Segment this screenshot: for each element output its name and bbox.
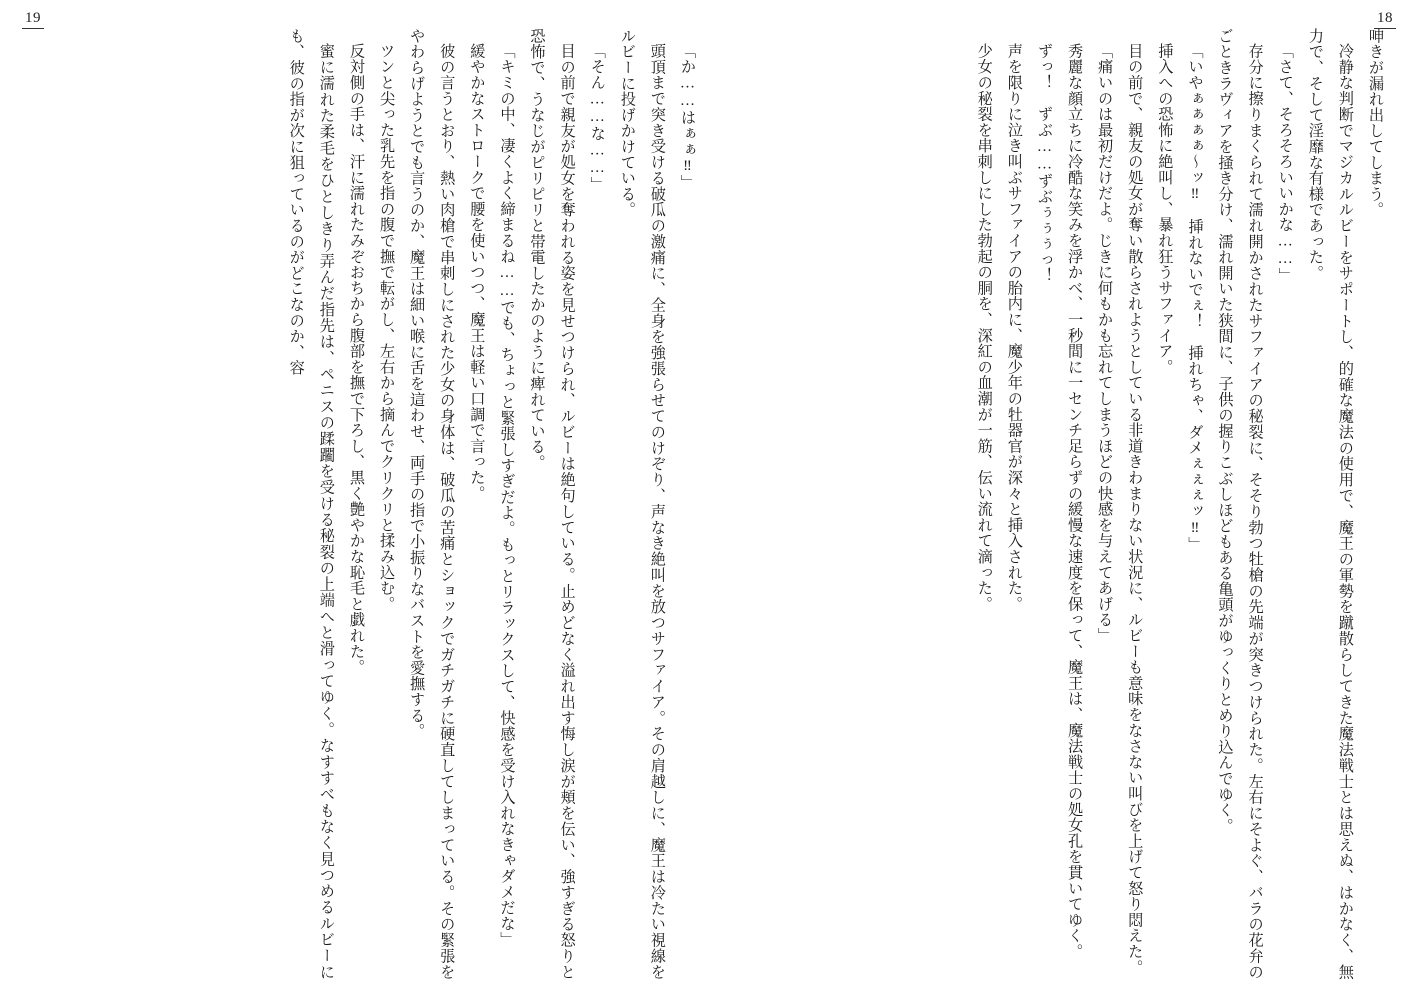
paragraph: 「か……はぁぁ‼」 <box>679 43 696 191</box>
page-left-body <box>30 28 702 980</box>
paragraph: 緩やかなストロークで腰を使いつつ、魔王は軽い口調で言った。 <box>468 43 486 502</box>
page-number-left <box>22 10 44 29</box>
page-number-left-value: 19 <box>22 10 44 29</box>
paragraph: 「キミの中、凄くよく締まるね……でも、ちょっと緊張しすぎだよ。もっとリラックスして、快感を受け入れなきゃダメだな」 <box>498 43 516 948</box>
paragraph: 彼の言うとおり、熱い肉槍で串刺しにされた少女の身体は、破瓜の苦痛とショックでガチガチに硬直してしまっている。その緊張をやわらげようとでも言うのか、魔王は細い喉に舌を這わせ、両手の指で小振りなバストを愛撫する。 <box>408 28 456 980</box>
paragraph: 挿入への恐怖に絶叫し、暴れ狂うサファイア。 <box>1156 43 1174 375</box>
paragraph: ツンと尖った乳先を指の腹で撫で転がし、左右から摘んでクリクリと揉み込む。 <box>378 43 396 612</box>
paragraph: 目の前で、親友の処女が奪い散らされようとしている非道きわまりない状況に、ルビーも意味をなさない叫びを上げて怒り悶えた。 <box>1126 43 1144 976</box>
paragraph: 秀麗な顔立ちに冷酷な笑みを浮かべ、一秒間に一センチ足らずの緩慢な速度を保って、魔王は、魔法戦士の処女孔を貫いてゆく。 <box>1066 43 1084 960</box>
paragraph: 頭頂まで突き受ける破瓜の激痛に、全身を強張らせてのけぞり、声なき絶叫を放つサファイア。その肩越しに、魔王は冷たい視線をルビーに投げかけている。 <box>618 28 666 980</box>
page-right-body <box>718 28 1390 980</box>
page-number-right <box>1374 10 1396 29</box>
paragraph: 「そん……な……」 <box>588 43 606 193</box>
paragraph: 目の前で親友が処女を奪われる姿を見せつけられ、ルビーは絶句している。止めどなく溢れ出す悔し涙が頬を伝い、強すぎる怒りと恐怖で、うなじがピリピリと帯電したかのように痺れている。 <box>528 28 576 980</box>
paragraph: 「いやぁぁぁぁ～ッ‼ 挿れないでぇ！ 挿れちゃ、ダメぇぇぇッ‼」 <box>1186 43 1204 553</box>
paragraph: 「さて、そろそろいいかな……」 <box>1276 43 1294 284</box>
paragraph: 声を限りに泣き叫ぶサファイアの胎内に、魔少年の牡器官が深々と挿入された。 <box>1005 43 1023 612</box>
paragraph: 少女の秘裂を串刺しにした勃起の胴を、深紅の血潮が一筋、伝い流れて滴った。 <box>975 43 993 612</box>
paragraph: 冷静な判断でマジカルルビーをサポートし、的確な魔法の使用で、魔王の軍勢を蹴散らしてきた魔法戦士とは思えぬ、はかなく、無力で、そして淫靡な有様であった。 <box>1306 28 1354 980</box>
page-number-right-value: 18 <box>1374 10 1396 29</box>
paragraph: ずっ！ ずぶ……ずぶぅぅぅっ！ <box>1035 43 1053 284</box>
paragraph: 蜜に濡れた柔毛をひとしきり弄んだ指先は、ペニスの蹂躙を受ける秘裂の上端へと滑ってゆく。なすすべもなく見つめるルビーにも、彼の指が次に狙っているのがどこなのか、容 <box>287 28 335 980</box>
page-right <box>710 0 1420 1000</box>
paragraph: 存分に擦りまくられて濡れ開かされたサファイアの秘裂に、そそり勃つ牡槍の先端が突きつけられた。左右にそよぐ、バラの花弁のごときラヴィアを掻き分け、濡れ開いた狭間に、子供の握りこぶしほどもある亀頭がゆっくりとめり込んでゆく。 <box>1216 28 1264 980</box>
paragraph: 呻きが漏れ出してしまう。 <box>1367 28 1384 218</box>
paragraph: 「痛いのは最初だけだよ。じきに何もかも忘れてしまうほどの快感を与えてあげる」 <box>1096 43 1114 644</box>
paragraph: 反対側の手は、汗に濡れたみぞおちから腹部を撫で下ろし、黒く艶やかな恥毛と戯れた。 <box>347 43 365 676</box>
